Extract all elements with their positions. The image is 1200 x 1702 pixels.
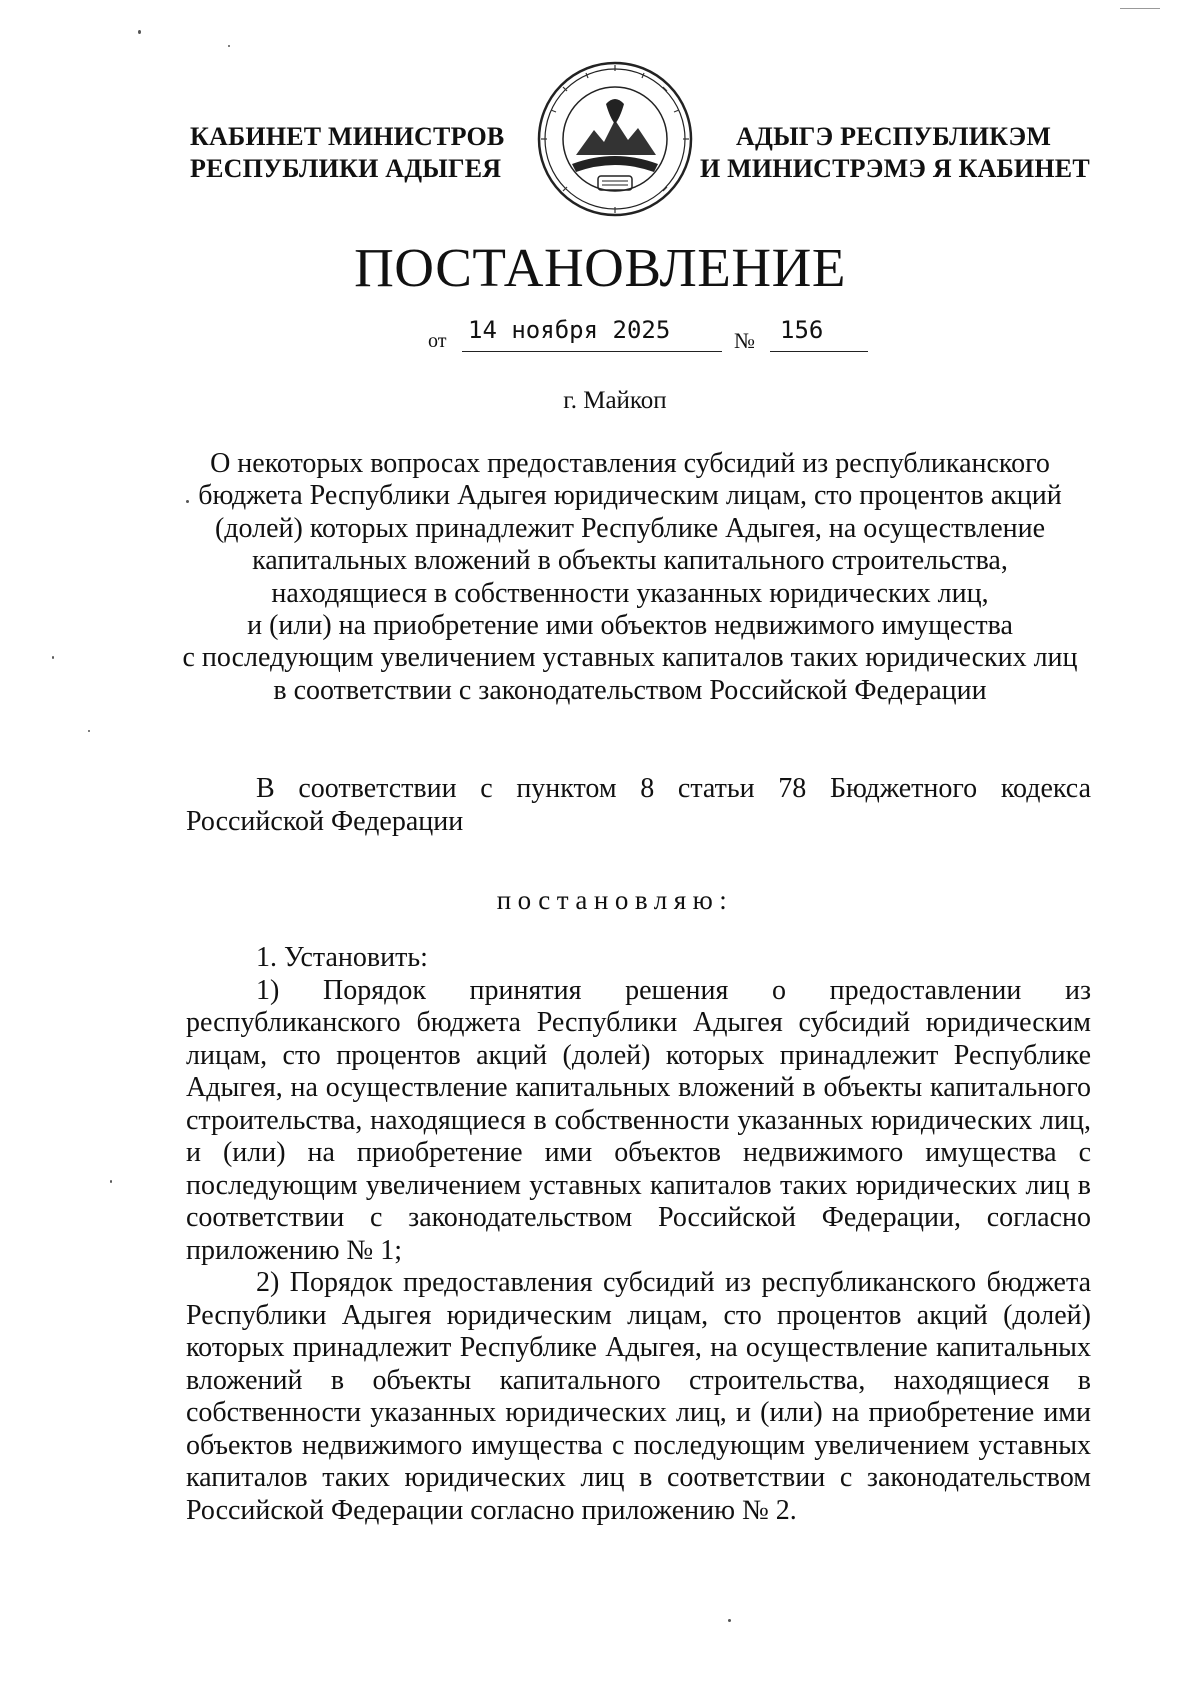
subject-line: капитальных вложений в объекты капитального строительства, [252,545,1008,577]
issuer-name-adyghe [700,121,1100,185]
resolve-word: постановляю: [496,885,734,915]
sub-item-2: 2) Порядок предоставления субсидий из республиканского бюджета Республики Адыгея юридическим лицам, сто процентов акций (долей) которых принадлежит Республике Адыгея, на осуществление капитальных вложений в объекты капитального строительства, находящиеся в собственности указанных юридических лиц, и (или) на приобретение ими объектов недвижимого имущества с последующим увеличением уставных капиталов таких юридических лиц в соответствии с законодательством Российской Федерации согласно приложению № 2. [186,1267,1091,1526]
date-number-line [428,316,848,356]
scan-speck [186,500,189,503]
document-subject [180,448,1080,707]
coat-of-arms-seal-icon [536,60,694,218]
scan-speck [1120,8,1160,9]
subject-line: находящиеся в собственности указанных юридических лиц, [271,577,989,609]
subject-line: О некоторых вопросах предоставления субсидий из республиканского [210,448,1050,479]
issuer-adyghe-line-1: АДЫГЭ РЕСПУБЛИКЭМ [736,122,1052,151]
subject-line: бюджета Республики Адыгея юридическим лицам, сто процентов акций [198,480,1062,512]
sub-item-1: 1) Порядок принятия решения о предоставлении из республиканского бюджета Республики Адыгея субсидий юридическим лицам, сто процентов акций (долей) которых принадлежит Республике Адыгея, на осуществление капитальных вложений в объекты капитального строительства, находящиеся в собственности указанных юридических лиц, и (или) на приобретение ими объектов недвижимого имущества с последующим увеличением уставных капиталов таких юридических лиц в соответствии с законодательством Российской Федерации, согласно приложению № 1; [186,974,1091,1266]
issuer-russian-line-2: РЕСПУБЛИКИ АДЫГЕЯ [190,154,502,183]
document-date: 14 ноября 2025 [462,316,722,352]
subject-line: с последующим увеличением уставных капиталов таких юридических лиц [182,642,1078,674]
subject-line: (долей) которых принадлежит Республике Адыгея, на осуществление [214,512,1046,544]
scan-speck [138,30,141,34]
scan-speck [88,730,90,732]
subject-line: и (или) на приобретение ими объектов недвижимого имущества [247,610,1013,642]
item-1-heading: 1. Установить: [256,942,428,973]
number-label: № [734,328,755,353]
issuer-name-russian [190,121,520,185]
document-title: ПОСТАНОВЛЕНИЕ [354,237,846,298]
scan-speck [110,1180,112,1183]
date-from-label: от [428,330,447,352]
scan-speck [728,1619,731,1622]
preamble-paragraph [186,773,1091,838]
issue-city: г. Майкоп [563,387,667,414]
issuer-russian-line-1: КАБИНЕТ МИНИСТРОВ [190,122,505,151]
resolution-items [186,942,1091,1527]
subject-line: в соответствии с законодательством Российской Федерации [273,674,987,706]
scan-speck [228,45,230,47]
issuer-adyghe-line-2: И МИНИСТРЭМЭ Я КАБИНЕТ [700,154,1090,183]
preamble-text: В соответствии с пунктом 8 статьи 78 Бюджетного кодекса Российской Федерации [186,773,1091,837]
document-number: 156 [770,316,868,352]
scan-speck [52,656,54,659]
